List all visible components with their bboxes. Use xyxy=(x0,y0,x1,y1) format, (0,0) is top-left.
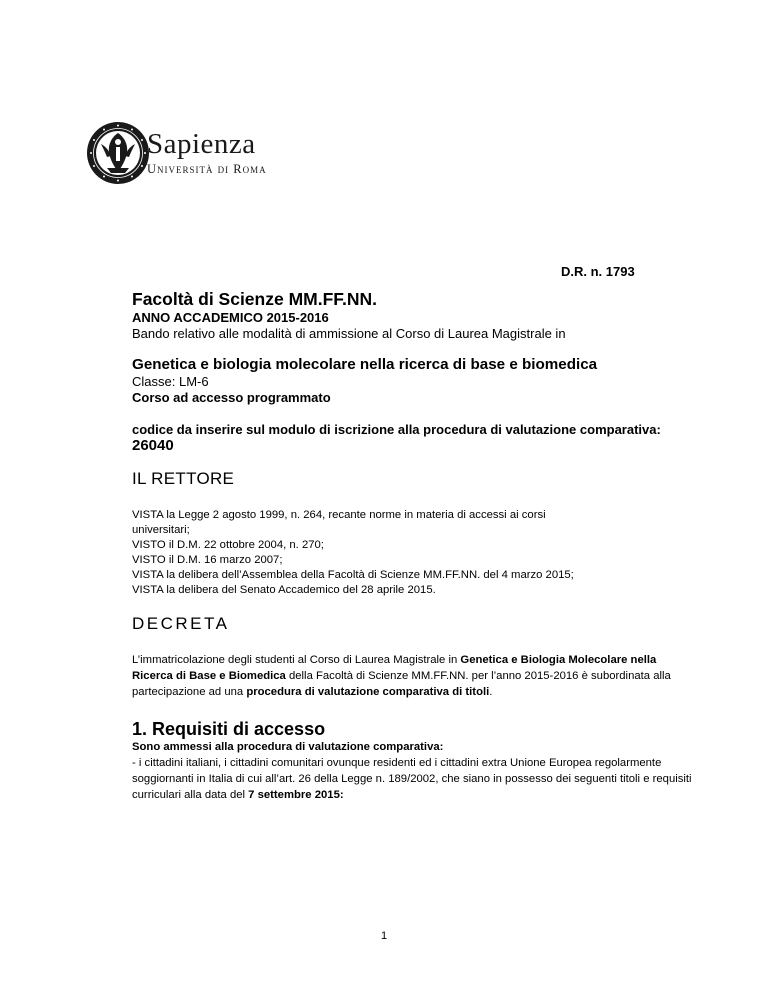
university-logo xyxy=(85,120,285,188)
faculty-title: Facoltà di Scienze MM.FF.NN. xyxy=(132,289,378,309)
section-subheading: Sono ammessi alla procedura di valutazione comparativa: xyxy=(132,741,444,753)
section-heading: 1. Requisiti di accesso xyxy=(132,719,326,739)
academic-year: ANNO ACCADEMICO 2015-2016 xyxy=(132,310,329,325)
visto-line: VISTO il D.M. 16 marzo 2007; xyxy=(132,554,283,566)
course-access: Corso ad accesso programmato xyxy=(132,390,331,405)
section-text xyxy=(132,755,692,803)
brand-text xyxy=(147,129,267,177)
requirements-text: - i cittadini italiani, i cittadini comunitari ovunque residenti ed i cittadini extra Unione Europea regolarmente soggiornanti in Italia di cui all’art. 26 della Legge n. 189/2002, che siano in possesso dei seguenti titoli e requisiti curriculari alla data del xyxy=(132,757,692,801)
sapienza-seal-icon xyxy=(85,120,151,186)
decreta-heading: DECRETA xyxy=(132,614,230,633)
visto-line: VISTA la Legge 2 agosto 1999, n. 264, recante norme in materia di accessi ai corsi xyxy=(132,509,546,521)
rettore-heading: IL RETTORE xyxy=(132,469,235,488)
brand-subtitle: Università di Roma xyxy=(147,162,267,176)
decreta-paragraph xyxy=(132,652,692,700)
brand-name: Sapienza xyxy=(147,128,256,160)
visti-list xyxy=(132,508,692,598)
para-text: . xyxy=(489,686,493,698)
deadline-date: 7 settembre 2015: xyxy=(248,789,344,801)
code-value: 26040 xyxy=(132,437,174,454)
para-text: della Facoltà di Scienze MM.FF.NN. per l’anno 2015-2016 è subordinata alla partecipazione ad una xyxy=(132,670,671,698)
decree-number: D.R. n. 1793 xyxy=(561,264,635,279)
document-body xyxy=(132,289,692,803)
course-name-bold: Genetica e Biologia Molecolare nella Ricerca di Base e Biomedica xyxy=(132,654,657,682)
code-label: codice da inserire sul modulo di iscrizione alla procedura di valutazione comparativa: xyxy=(132,422,661,437)
course-class: Classe: LM-6 xyxy=(132,374,209,389)
page-number: 1 xyxy=(380,930,388,942)
code-instruction xyxy=(132,422,692,454)
bando-text: Bando relativo alle modalità di ammissione al Corso di Laurea Magistrale in xyxy=(132,326,566,341)
visto-line: VISTO il D.M. 22 ottobre 2004, n. 270; xyxy=(132,539,324,551)
para-text: L’immatricolazione degli studenti al Corso di Laurea Magistrale in xyxy=(132,654,461,666)
visto-line: VISTA la delibera del Senato Accademico del 28 aprile 2015. xyxy=(132,584,436,596)
visto-line: universitari; xyxy=(132,524,190,536)
course-title: Genetica e biologia molecolare nella ricerca di base e biomedica xyxy=(132,356,598,373)
procedure-bold: procedura di valutazione comparativa di titoli xyxy=(246,686,490,698)
visto-line: VISTA la delibera dell’Assemblea della Facoltà di Scienze MM.FF.NN. del 4 marzo 2015; xyxy=(132,569,574,581)
